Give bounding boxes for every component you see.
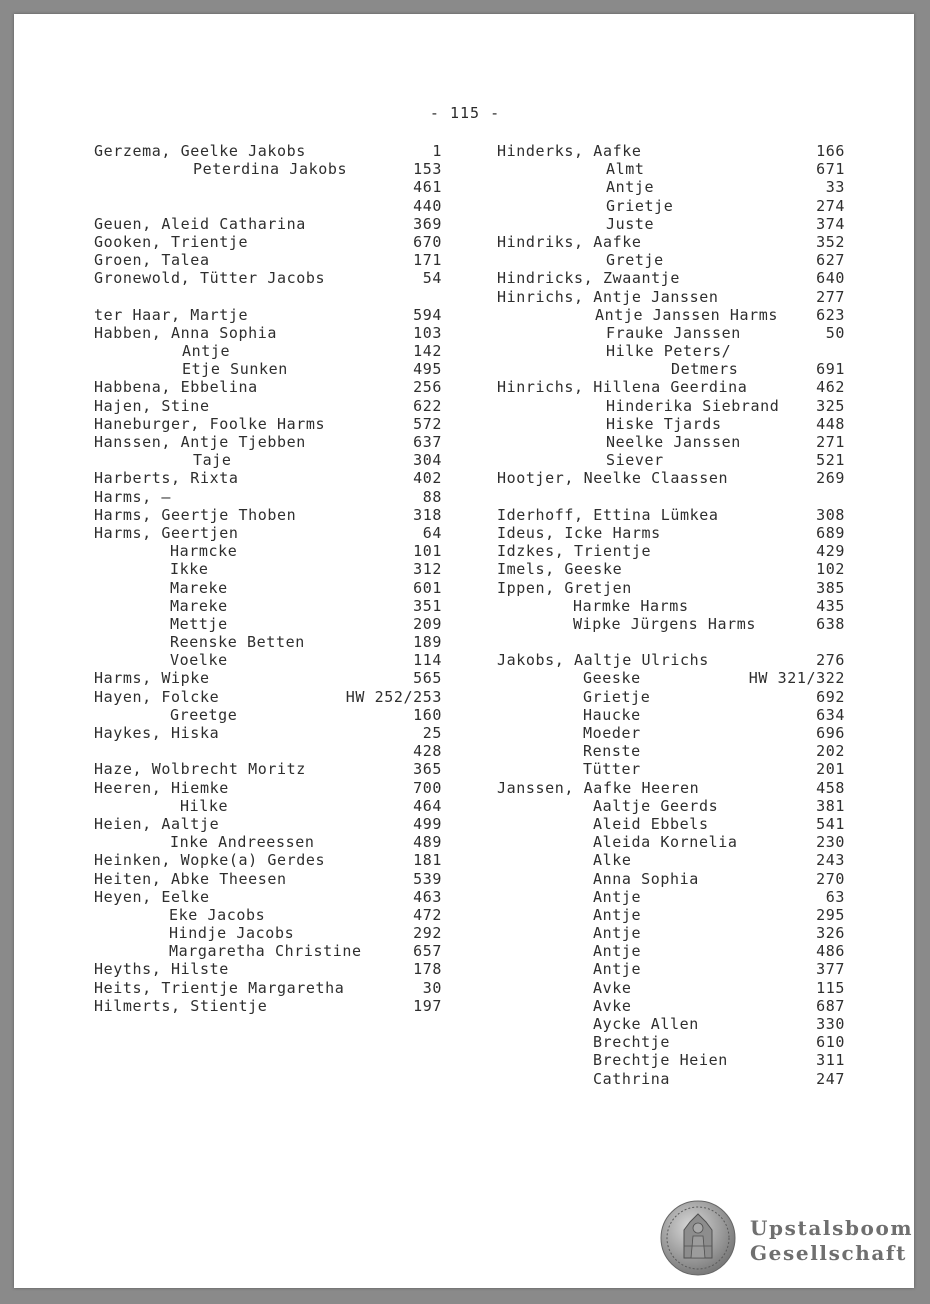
entry-name: Reenske Betten xyxy=(170,633,305,652)
entry-name: Ikke xyxy=(170,560,209,579)
entry-page: 330 xyxy=(816,1015,845,1033)
index-entry xyxy=(94,506,442,524)
index-entry xyxy=(497,688,845,706)
entry-name: Hayen, Folcke xyxy=(94,687,220,706)
index-entry xyxy=(94,178,442,196)
entry-name: Aleida Kornelia xyxy=(593,833,738,852)
entry-name: Mareke xyxy=(170,578,228,597)
index-entry xyxy=(497,979,845,997)
entry-name: Hootjer, Neelke Claassen xyxy=(497,469,729,488)
entry-page: 54 xyxy=(422,269,442,288)
entry-page: HW 321/322 xyxy=(748,669,845,688)
index-entry xyxy=(94,288,442,306)
entry-page: 499 xyxy=(413,814,442,833)
index-column-right xyxy=(497,142,845,1088)
index-entry xyxy=(497,851,845,869)
entry-page: 657 xyxy=(413,942,442,961)
entry-name: Ippen, Gretjen xyxy=(497,578,632,597)
society-name-line1: Upstalsboom xyxy=(750,1216,914,1240)
society-name xyxy=(750,1216,913,1266)
entry-page: 464 xyxy=(413,796,442,815)
entry-name: Heien, Aaltje xyxy=(94,814,220,833)
entry-name: Brechtje Heien xyxy=(593,1051,728,1070)
entry-page: 243 xyxy=(816,851,845,870)
entry-page: 377 xyxy=(816,960,845,979)
index-entry xyxy=(94,378,442,396)
entry-page: 521 xyxy=(816,451,845,470)
entry-page: 153 xyxy=(413,160,442,179)
upstalsboom-seal-icon xyxy=(660,1200,736,1276)
entry-page: 181 xyxy=(413,851,442,870)
index-entry xyxy=(94,324,442,342)
entry-name: Aaltje Geerds xyxy=(593,796,719,815)
index-entry xyxy=(94,651,442,669)
entry-name: Detmers xyxy=(671,360,739,379)
index-entry xyxy=(497,360,845,378)
entry-name: Avke xyxy=(593,978,632,997)
entry-name: Gooken, Trientje xyxy=(94,232,249,251)
entry-page: 160 xyxy=(413,705,442,724)
index-entry xyxy=(497,870,845,888)
entry-page: 142 xyxy=(413,342,442,361)
entry-name: Harms, Geertje Thoben xyxy=(94,505,297,524)
entry-name: Antje xyxy=(593,942,642,961)
index-entry xyxy=(497,233,845,251)
entry-page: 565 xyxy=(413,669,442,688)
entry-name: Inke Andreessen xyxy=(170,833,315,852)
entry-page: 440 xyxy=(413,196,442,215)
entry-name: Siever xyxy=(606,451,664,470)
entry-page: 448 xyxy=(816,414,845,433)
entry-page: 495 xyxy=(413,360,442,379)
entry-name: Aleid Ebbels xyxy=(593,814,709,833)
index-entry xyxy=(94,597,442,615)
index-entry xyxy=(94,397,442,415)
entry-name: Hiske Tjards xyxy=(606,414,722,433)
entry-page: 539 xyxy=(413,869,442,888)
entry-name: Janssen, Aafke Heeren xyxy=(497,778,700,797)
index-entry xyxy=(497,469,845,487)
entry-name: Cathrina xyxy=(593,1069,671,1088)
entry-name: Almt xyxy=(606,160,645,179)
index-entry xyxy=(497,742,845,760)
entry-name: Wipke Jürgens Harms xyxy=(573,614,756,633)
index-entry xyxy=(94,233,442,251)
index-entry xyxy=(94,524,442,542)
entry-page: 50 xyxy=(825,323,845,342)
index-entry xyxy=(94,451,442,469)
entry-name: ter Haar, Martje xyxy=(94,305,249,324)
index-entry xyxy=(497,924,845,942)
entry-page: 463 xyxy=(413,887,442,906)
entry-page: 700 xyxy=(413,778,442,797)
index-entry xyxy=(497,997,845,1015)
index-entry xyxy=(497,288,845,306)
index-entry xyxy=(497,779,845,797)
entry-name: Hindje Jacobs xyxy=(169,924,295,943)
entry-name: Hilmerts, Stientje xyxy=(94,996,268,1015)
entry-name: Juste xyxy=(606,214,655,233)
entry-page: 114 xyxy=(413,651,442,670)
entry-name: Alke xyxy=(593,851,632,870)
entry-name: Habbena, Ebbelina xyxy=(94,378,258,397)
entry-page: 189 xyxy=(413,633,442,652)
index-entry xyxy=(94,888,442,906)
index-entry xyxy=(497,888,845,906)
index-entry xyxy=(94,851,442,869)
entry-name: Haucke xyxy=(583,705,641,724)
entry-name: Antje xyxy=(593,924,642,943)
index-entry xyxy=(497,760,845,778)
entry-page: 691 xyxy=(816,360,845,379)
entry-page: 637 xyxy=(413,433,442,451)
entry-name: Hindriks, Aafke xyxy=(497,232,642,251)
entry-page: 541 xyxy=(816,814,845,833)
index-entry xyxy=(497,178,845,196)
index-entry xyxy=(94,688,442,706)
index-entry xyxy=(497,1070,845,1088)
index-entry xyxy=(497,524,845,542)
entry-name: Habben, Anna Sophia xyxy=(94,323,277,342)
entry-name: Antje xyxy=(593,960,642,979)
index-entry xyxy=(94,870,442,888)
entry-page: 369 xyxy=(413,214,442,233)
entry-page: 610 xyxy=(816,1033,845,1052)
index-entry xyxy=(94,997,442,1015)
index-entry xyxy=(497,1015,845,1033)
entry-name: Eke Jacobs xyxy=(169,905,266,924)
entry-page: 197 xyxy=(413,996,442,1015)
index-entry xyxy=(497,378,845,396)
society-name-line2: Gesellschaft xyxy=(750,1241,907,1265)
entry-page: 462 xyxy=(816,378,845,397)
entry-name: Neelke Janssen xyxy=(606,433,741,451)
entry-name: Peterdina Jakobs xyxy=(193,160,348,179)
index-entry xyxy=(94,342,442,360)
entry-name: Hilke Peters/ xyxy=(606,342,732,361)
index-entry xyxy=(497,579,845,597)
entry-page: 171 xyxy=(413,251,442,270)
entry-page: 25 xyxy=(422,724,442,742)
entry-page: 489 xyxy=(413,833,442,852)
index-entry xyxy=(94,779,442,797)
entry-name: Greetge xyxy=(170,705,238,724)
entry-name: Taje xyxy=(193,451,232,470)
entry-page: 276 xyxy=(816,651,845,670)
entry-page: 178 xyxy=(413,960,442,979)
entry-page: 1 xyxy=(432,142,442,160)
entry-name: Geeske xyxy=(583,669,641,688)
index-entry xyxy=(94,542,442,560)
index-entry xyxy=(94,197,442,215)
index-entry xyxy=(94,742,442,760)
entry-page: 381 xyxy=(816,796,845,815)
entry-page: 402 xyxy=(413,469,442,488)
entry-name: Margaretha Christine xyxy=(169,942,362,961)
entry-name: Hinrichs, Antje Janssen xyxy=(497,287,719,306)
index-entry xyxy=(94,433,442,451)
index-entry xyxy=(497,960,845,978)
entry-name: Renste xyxy=(583,742,641,761)
entry-page: 64 xyxy=(422,523,442,542)
entry-name: Harmcke xyxy=(170,542,238,561)
entry-page: 634 xyxy=(816,705,845,724)
index-entry xyxy=(497,488,845,506)
entry-page: 318 xyxy=(413,505,442,524)
entry-name: Haneburger, Foolke Harms xyxy=(94,414,326,433)
entry-page: 270 xyxy=(816,869,845,888)
entry-name: Antje xyxy=(182,342,231,361)
index-entry xyxy=(497,415,845,433)
index-entry xyxy=(497,597,845,615)
index-entry xyxy=(497,797,845,815)
index-entry xyxy=(497,633,845,651)
index-entry xyxy=(94,415,442,433)
entry-page: 103 xyxy=(413,323,442,342)
entry-page: 277 xyxy=(816,287,845,306)
entry-name: Voelke xyxy=(170,651,228,670)
entry-page: 435 xyxy=(816,596,845,615)
entry-page: 351 xyxy=(413,596,442,615)
entry-name: Imels, Geeske xyxy=(497,560,623,579)
page-number: - 115 - xyxy=(429,104,501,122)
index-entry xyxy=(94,797,442,815)
index-entry xyxy=(94,706,442,724)
entry-page: 101 xyxy=(413,542,442,561)
index-entry xyxy=(497,560,845,578)
entry-name: Hinderika Siebrand xyxy=(606,396,780,415)
entry-page: 640 xyxy=(816,269,845,288)
index-entry xyxy=(94,760,442,778)
entry-name: Tütter xyxy=(583,760,641,779)
entry-page: 385 xyxy=(816,578,845,597)
entry-name: Antje xyxy=(593,887,642,906)
index-entry xyxy=(94,488,442,506)
entry-page: 472 xyxy=(413,905,442,924)
entry-page: 201 xyxy=(816,760,845,779)
entry-page: 102 xyxy=(816,560,845,579)
entry-name: Geuen, Aleid Catharina xyxy=(94,214,306,233)
entry-page: 33 xyxy=(825,178,845,197)
entry-name: Anna Sophia xyxy=(593,869,699,888)
entry-name: Hinderks, Aafke xyxy=(497,142,642,160)
entry-name: Groen, Talea xyxy=(94,251,210,270)
entry-name: Heits, Trientje Margaretha xyxy=(94,978,345,997)
index-entry xyxy=(497,215,845,233)
entry-page: 572 xyxy=(413,414,442,433)
entry-page: 271 xyxy=(816,433,845,451)
entry-name: Harms, – xyxy=(94,487,172,506)
entry-name: Antje Janssen Harms xyxy=(595,305,778,324)
index-entry xyxy=(497,1033,845,1051)
entry-page: 326 xyxy=(816,924,845,943)
entry-page: 325 xyxy=(816,396,845,415)
entry-page: 692 xyxy=(816,687,845,706)
entry-page: 304 xyxy=(413,451,442,470)
entry-name: Heyen, Eelke xyxy=(94,887,210,906)
entry-page: 256 xyxy=(413,378,442,397)
entry-page: 671 xyxy=(816,160,845,179)
index-entry xyxy=(94,142,442,160)
entry-page: HW 252/253 xyxy=(345,687,442,706)
entry-name: Hanssen, Antje Tjebben xyxy=(94,433,306,451)
index-entry xyxy=(497,142,845,160)
entry-name: Ideus, Icke Harms xyxy=(497,523,661,542)
index-entry xyxy=(497,251,845,269)
index-entry xyxy=(497,306,845,324)
entry-name: Hajen, Stine xyxy=(94,396,210,415)
index-entry xyxy=(497,433,845,451)
entry-page: 458 xyxy=(816,778,845,797)
entry-name: Gretje xyxy=(606,251,664,270)
index-entry xyxy=(94,560,442,578)
index-entry xyxy=(497,197,845,215)
index-column-left xyxy=(94,142,442,1015)
entry-page: 230 xyxy=(816,833,845,852)
entry-page: 689 xyxy=(816,523,845,542)
entry-name: Grietje xyxy=(606,196,674,215)
index-entry xyxy=(94,306,442,324)
entry-name: Harms, Wipke xyxy=(94,669,210,688)
entry-page: 429 xyxy=(816,542,845,561)
entry-page: 594 xyxy=(413,305,442,324)
entry-name: Grietje xyxy=(583,687,651,706)
entry-page: 30 xyxy=(422,978,442,997)
entry-name: Haykes, Hiska xyxy=(94,724,220,742)
entry-name: Aycke Allen xyxy=(593,1015,699,1033)
index-entry xyxy=(94,979,442,997)
entry-page: 428 xyxy=(413,742,442,761)
entry-name: Hinrichs, Hillena Geerdina xyxy=(497,378,748,397)
index-entry xyxy=(94,633,442,651)
entry-page: 622 xyxy=(413,396,442,415)
index-entry xyxy=(497,942,845,960)
entry-page: 311 xyxy=(816,1051,845,1070)
entry-name: Heeren, Hiemke xyxy=(94,778,229,797)
index-entry xyxy=(497,815,845,833)
index-entry xyxy=(497,506,845,524)
entry-name: Jakobs, Aaltje Ulrichs xyxy=(497,651,709,670)
entry-name: Mettje xyxy=(170,614,228,633)
entry-page: 295 xyxy=(816,905,845,924)
entry-name: Hindricks, Zwaantje xyxy=(497,269,680,288)
index-entry xyxy=(497,651,845,669)
index-entry xyxy=(94,360,442,378)
entry-page: 638 xyxy=(816,614,845,633)
entry-page: 274 xyxy=(816,196,845,215)
index-entry xyxy=(497,269,845,287)
entry-page: 374 xyxy=(816,214,845,233)
index-entry xyxy=(94,215,442,233)
entry-name: Hilke xyxy=(180,796,229,815)
entry-page: 601 xyxy=(413,578,442,597)
index-entry xyxy=(497,906,845,924)
entry-page: 115 xyxy=(816,978,845,997)
entry-name: Haze, Wolbrecht Moritz xyxy=(94,760,306,779)
entry-page: 202 xyxy=(816,742,845,761)
entry-name: Harmke Harms xyxy=(573,596,689,615)
index-entry xyxy=(94,579,442,597)
entry-page: 63 xyxy=(825,887,845,906)
entry-page: 623 xyxy=(816,305,845,324)
index-entry xyxy=(94,160,442,178)
entry-name: Heinken, Wopke(a) Gerdes xyxy=(94,851,326,870)
entry-page: 88 xyxy=(422,487,442,506)
entry-page: 461 xyxy=(413,178,442,197)
index-entry xyxy=(94,251,442,269)
entry-name: Moeder xyxy=(583,724,641,742)
entry-name: Antje xyxy=(606,178,655,197)
entry-page: 292 xyxy=(413,924,442,943)
entry-name: Antje xyxy=(593,905,642,924)
entry-name: Heiten, Abke Theesen xyxy=(94,869,287,888)
index-entry xyxy=(497,1051,845,1069)
entry-name: Heyths, Hilste xyxy=(94,960,229,979)
entry-name: Idzkes, Trientje xyxy=(497,542,652,561)
entry-page: 687 xyxy=(816,996,845,1015)
index-entry xyxy=(94,469,442,487)
index-entry xyxy=(497,833,845,851)
entry-page: 269 xyxy=(816,469,845,488)
entry-page: 308 xyxy=(816,505,845,524)
index-entry xyxy=(94,815,442,833)
index-entry xyxy=(94,960,442,978)
entry-page: 696 xyxy=(816,724,845,742)
entry-name: Gerzema, Geelke Jakobs xyxy=(94,142,306,160)
index-entry xyxy=(497,706,845,724)
entry-page: 209 xyxy=(413,614,442,633)
index-entry xyxy=(94,724,442,742)
index-entry xyxy=(94,906,442,924)
entry-page: 166 xyxy=(816,142,845,160)
index-entry xyxy=(497,160,845,178)
index-entry xyxy=(94,269,442,287)
entry-name: Avke xyxy=(593,996,632,1015)
index-entry xyxy=(94,669,442,687)
entry-page: 352 xyxy=(816,232,845,251)
entry-page: 365 xyxy=(413,760,442,779)
index-entry xyxy=(497,669,845,687)
entry-name: Etje Sunken xyxy=(182,360,288,379)
entry-name: Harberts, Rixta xyxy=(94,469,239,488)
entry-name: Iderhoff, Ettina Lümkea xyxy=(497,505,719,524)
index-entry xyxy=(497,324,845,342)
index-entry xyxy=(94,942,442,960)
index-entry xyxy=(497,724,845,742)
entry-page: 627 xyxy=(816,251,845,270)
entry-name: Mareke xyxy=(170,596,228,615)
entry-name: Brechtje xyxy=(593,1033,671,1052)
index-entry xyxy=(94,833,442,851)
entry-page: 670 xyxy=(413,232,442,251)
entry-name: Gronewold, Tütter Jacobs xyxy=(94,269,326,288)
entry-page: 247 xyxy=(816,1069,845,1088)
entry-page: 312 xyxy=(413,560,442,579)
index-entry xyxy=(497,397,845,415)
index-entry xyxy=(94,615,442,633)
index-entry xyxy=(497,342,845,360)
entry-name: Harms, Geertjen xyxy=(94,523,239,542)
index-entry xyxy=(497,615,845,633)
index-entry xyxy=(497,542,845,560)
index-entry xyxy=(497,451,845,469)
entry-name: Frauke Janssen xyxy=(606,323,741,342)
entry-page: 486 xyxy=(816,942,845,961)
index-entry xyxy=(94,924,442,942)
